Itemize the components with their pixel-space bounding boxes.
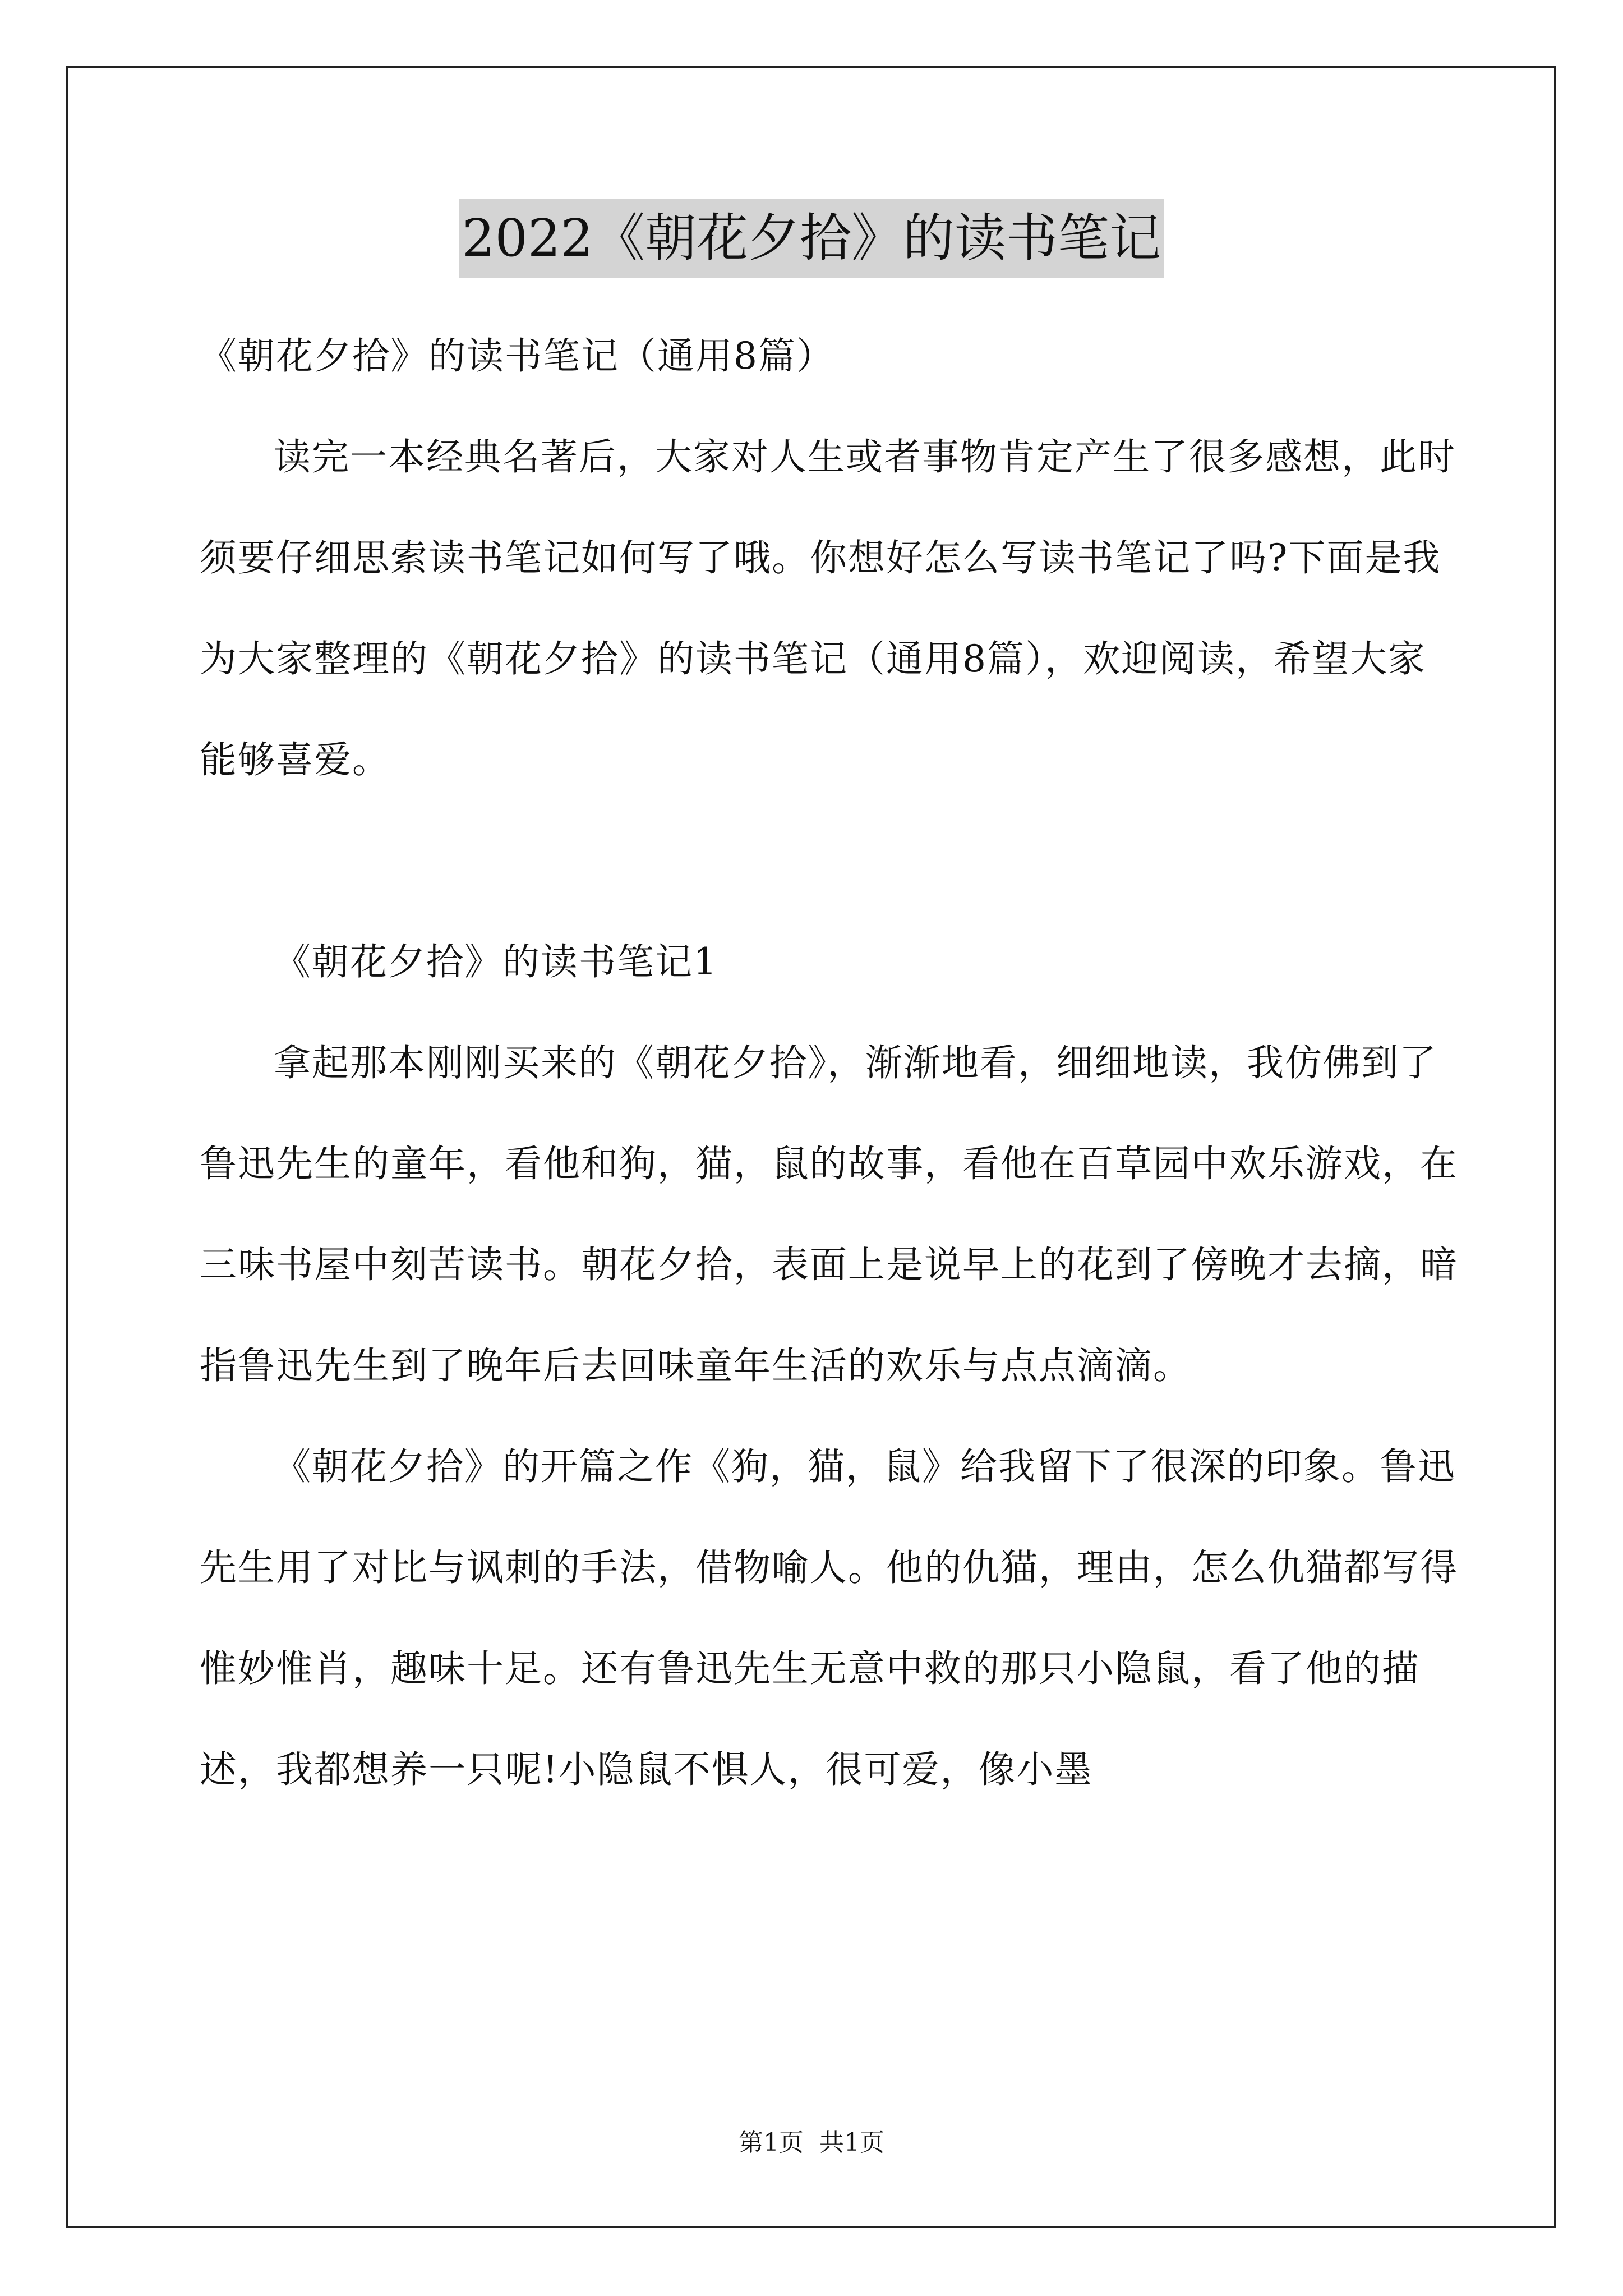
page-footer bbox=[0, 2126, 1623, 2160]
blank-line bbox=[200, 811, 1461, 912]
page-number-total: 共1页 bbox=[819, 2128, 884, 2157]
intro-paragraph: 读完一本经典名著后，大家对人生或者事物肯定产生了很多感想，此时须要仔细思索读书笔记如何写了哦。你想好怎么写读书笔记了吗?下面是我为大家整理的《朝花夕拾》的读书笔记（通用8篇），欢迎阅读，希望大家能够喜爱。 bbox=[200, 435, 1456, 781]
section-heading: 《朝花夕拾》的读书笔记1 bbox=[274, 940, 718, 983]
page-number-current: 第1页 bbox=[739, 2128, 804, 2157]
body-paragraph: 拿起那本刚刚买来的《朝花夕拾》，渐渐地看，细细地读，我仿佛到了鲁迅先生的童年，看他和狗，猫，鼠的故事，看他在百草园中欢乐游戏，在三味书屋中刻苦读书。朝花夕拾，表面上是说早上的花到了傍晚才去摘，暗指鲁迅先生到了晚年后去回味童年生活的欢乐与点点滴滴。 bbox=[200, 1041, 1458, 1387]
title-wrap bbox=[0, 199, 1623, 278]
document-subtitle: 《朝花夕拾》的读书笔记（通用8篇） bbox=[200, 334, 834, 378]
body-paragraph: 《朝花夕拾》的开篇之作《狗，猫，鼠》给我留下了很深的印象。鲁迅先生用了对比与讽刺的手法，借物喻人。他的仇猫，理由，怎么仇猫都写得惟妙惟肖，趣味十足。还有鲁迅先生无意中救的那只小隐鼠，看了他的描述，我都想养一只呢!小隐鼠不惧人，很可爱，像小墨 bbox=[200, 1445, 1458, 1791]
document-body bbox=[200, 306, 1461, 1820]
document-title: 2022《朝花夕拾》的读书笔记 bbox=[459, 199, 1164, 278]
